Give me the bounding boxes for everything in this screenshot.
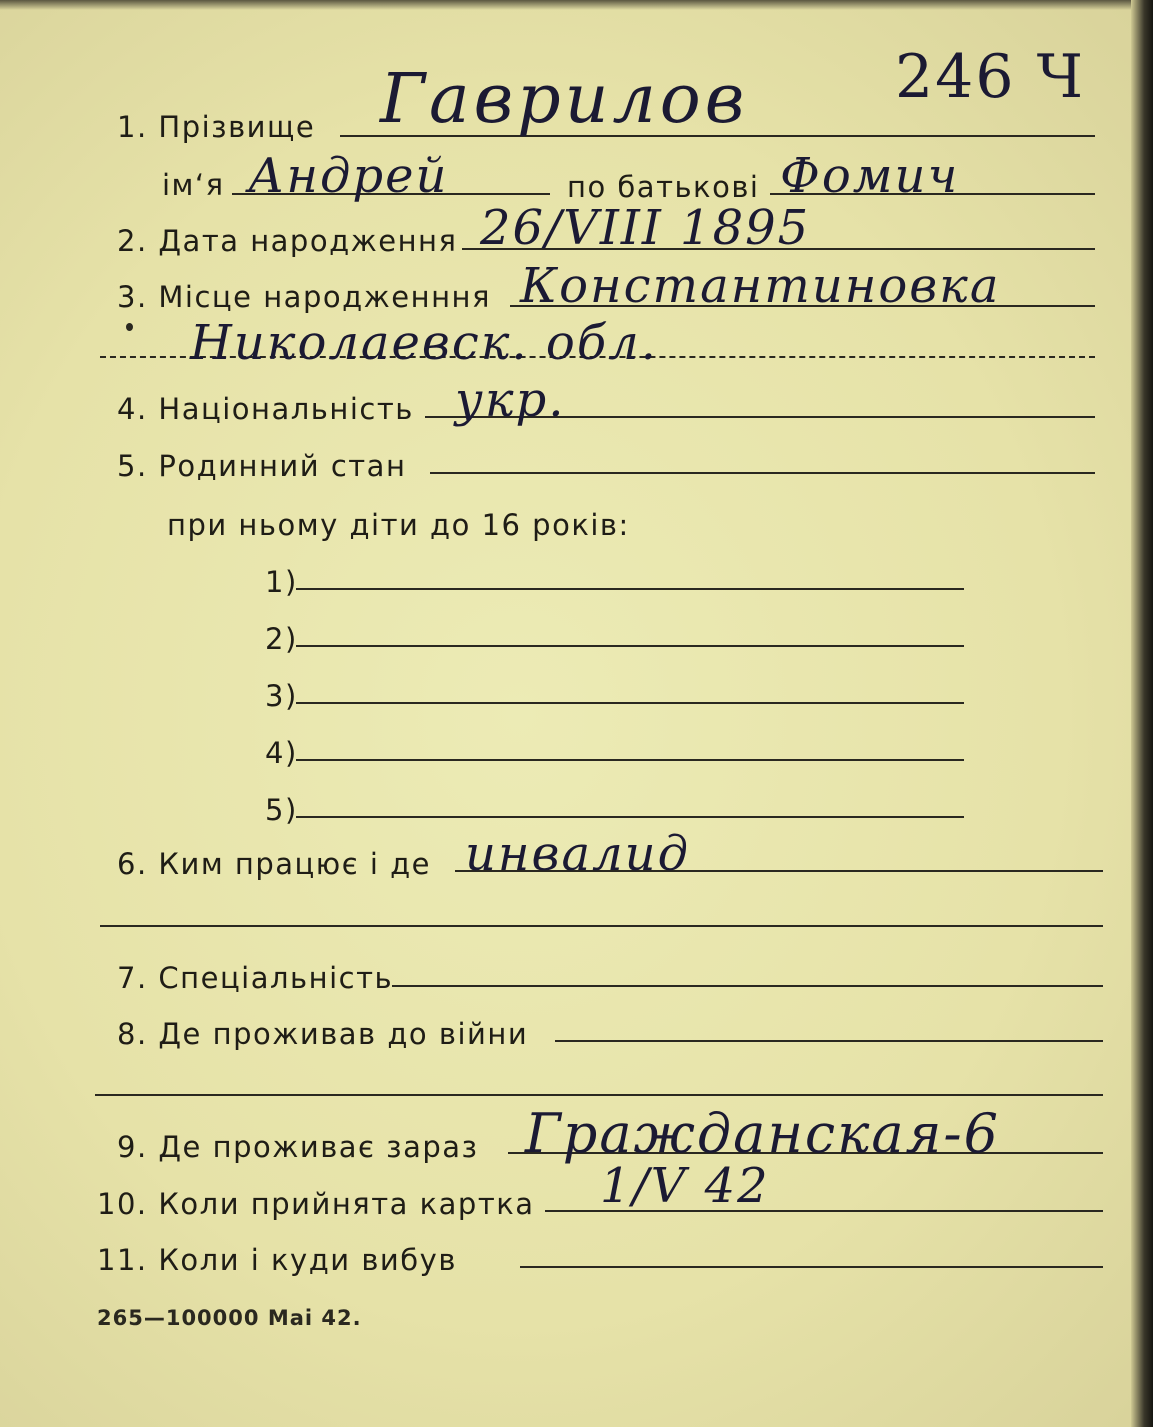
line-specialty [392,985,1103,987]
hw-birth-place-2: Николаевск. обл. [190,315,658,371]
line-marital-status [430,472,1095,474]
label-card-date: 10. Коли прийнята картка [97,1187,535,1221]
line-prewar-residence [555,1040,1103,1042]
line-occupation-2 [100,925,1103,927]
label-prewar-residence: 8. Де проживав до війни [117,1017,529,1051]
label-children: при ньому діти до 16 років: [167,508,630,542]
hw-card-date: 1/V 42 [600,1158,770,1214]
ink-dot [126,323,133,331]
label-departure: 11. Коли і куди вибув [97,1243,457,1277]
label-child-5: 5) [265,793,298,827]
label-birth-place: 3. Місце народженння [117,280,491,314]
line-child-2 [296,645,964,647]
print-footer: 265—100000 Mai 42. [97,1306,362,1330]
paper-right-edge [1131,0,1153,1427]
hw-occupation: инвалид [465,826,690,882]
label-child-3: 3) [265,679,298,713]
label-marital-status: 5. Родинний стан [117,449,407,483]
label-occupation: 6. Ким працює і де [117,847,432,881]
label-nationality: 4. Національність [117,392,414,426]
hw-current-residence: Гражданская-6 [525,1102,1000,1165]
hw-birth-date: 26/VIII 1895 [480,200,811,256]
label-child-1: 1) [265,565,298,599]
line-child-5 [296,816,964,818]
label-birth-date: 2. Дата народження [117,224,458,258]
hw-first-name: Андрей [248,148,449,204]
hw-patronymic: Фомич [780,148,960,204]
label-child-2: 2) [265,622,298,656]
label-specialty: 7. Спеціальність [117,961,394,995]
hw-birth-place-1: Константиновка [520,258,1001,314]
hw-surname: Гаврилов [380,60,749,139]
line-child-4 [296,759,964,761]
label-current-residence: 9. Де проживає зараз [117,1130,479,1164]
label-patronymic: по батькові [567,170,760,204]
paper-top-edge [0,0,1153,10]
line-departure [520,1266,1103,1268]
label-child-4: 4) [265,736,298,770]
line-prewar-residence-2 [95,1094,1103,1096]
hw-card-number: 246 Ч [895,42,1085,112]
label-surname: 1. Прізвище [117,110,316,144]
line-child-3 [296,702,964,704]
hw-nationality: укр. [455,372,566,428]
line-child-1 [296,588,964,590]
label-first-name: ім‘я [162,168,225,202]
